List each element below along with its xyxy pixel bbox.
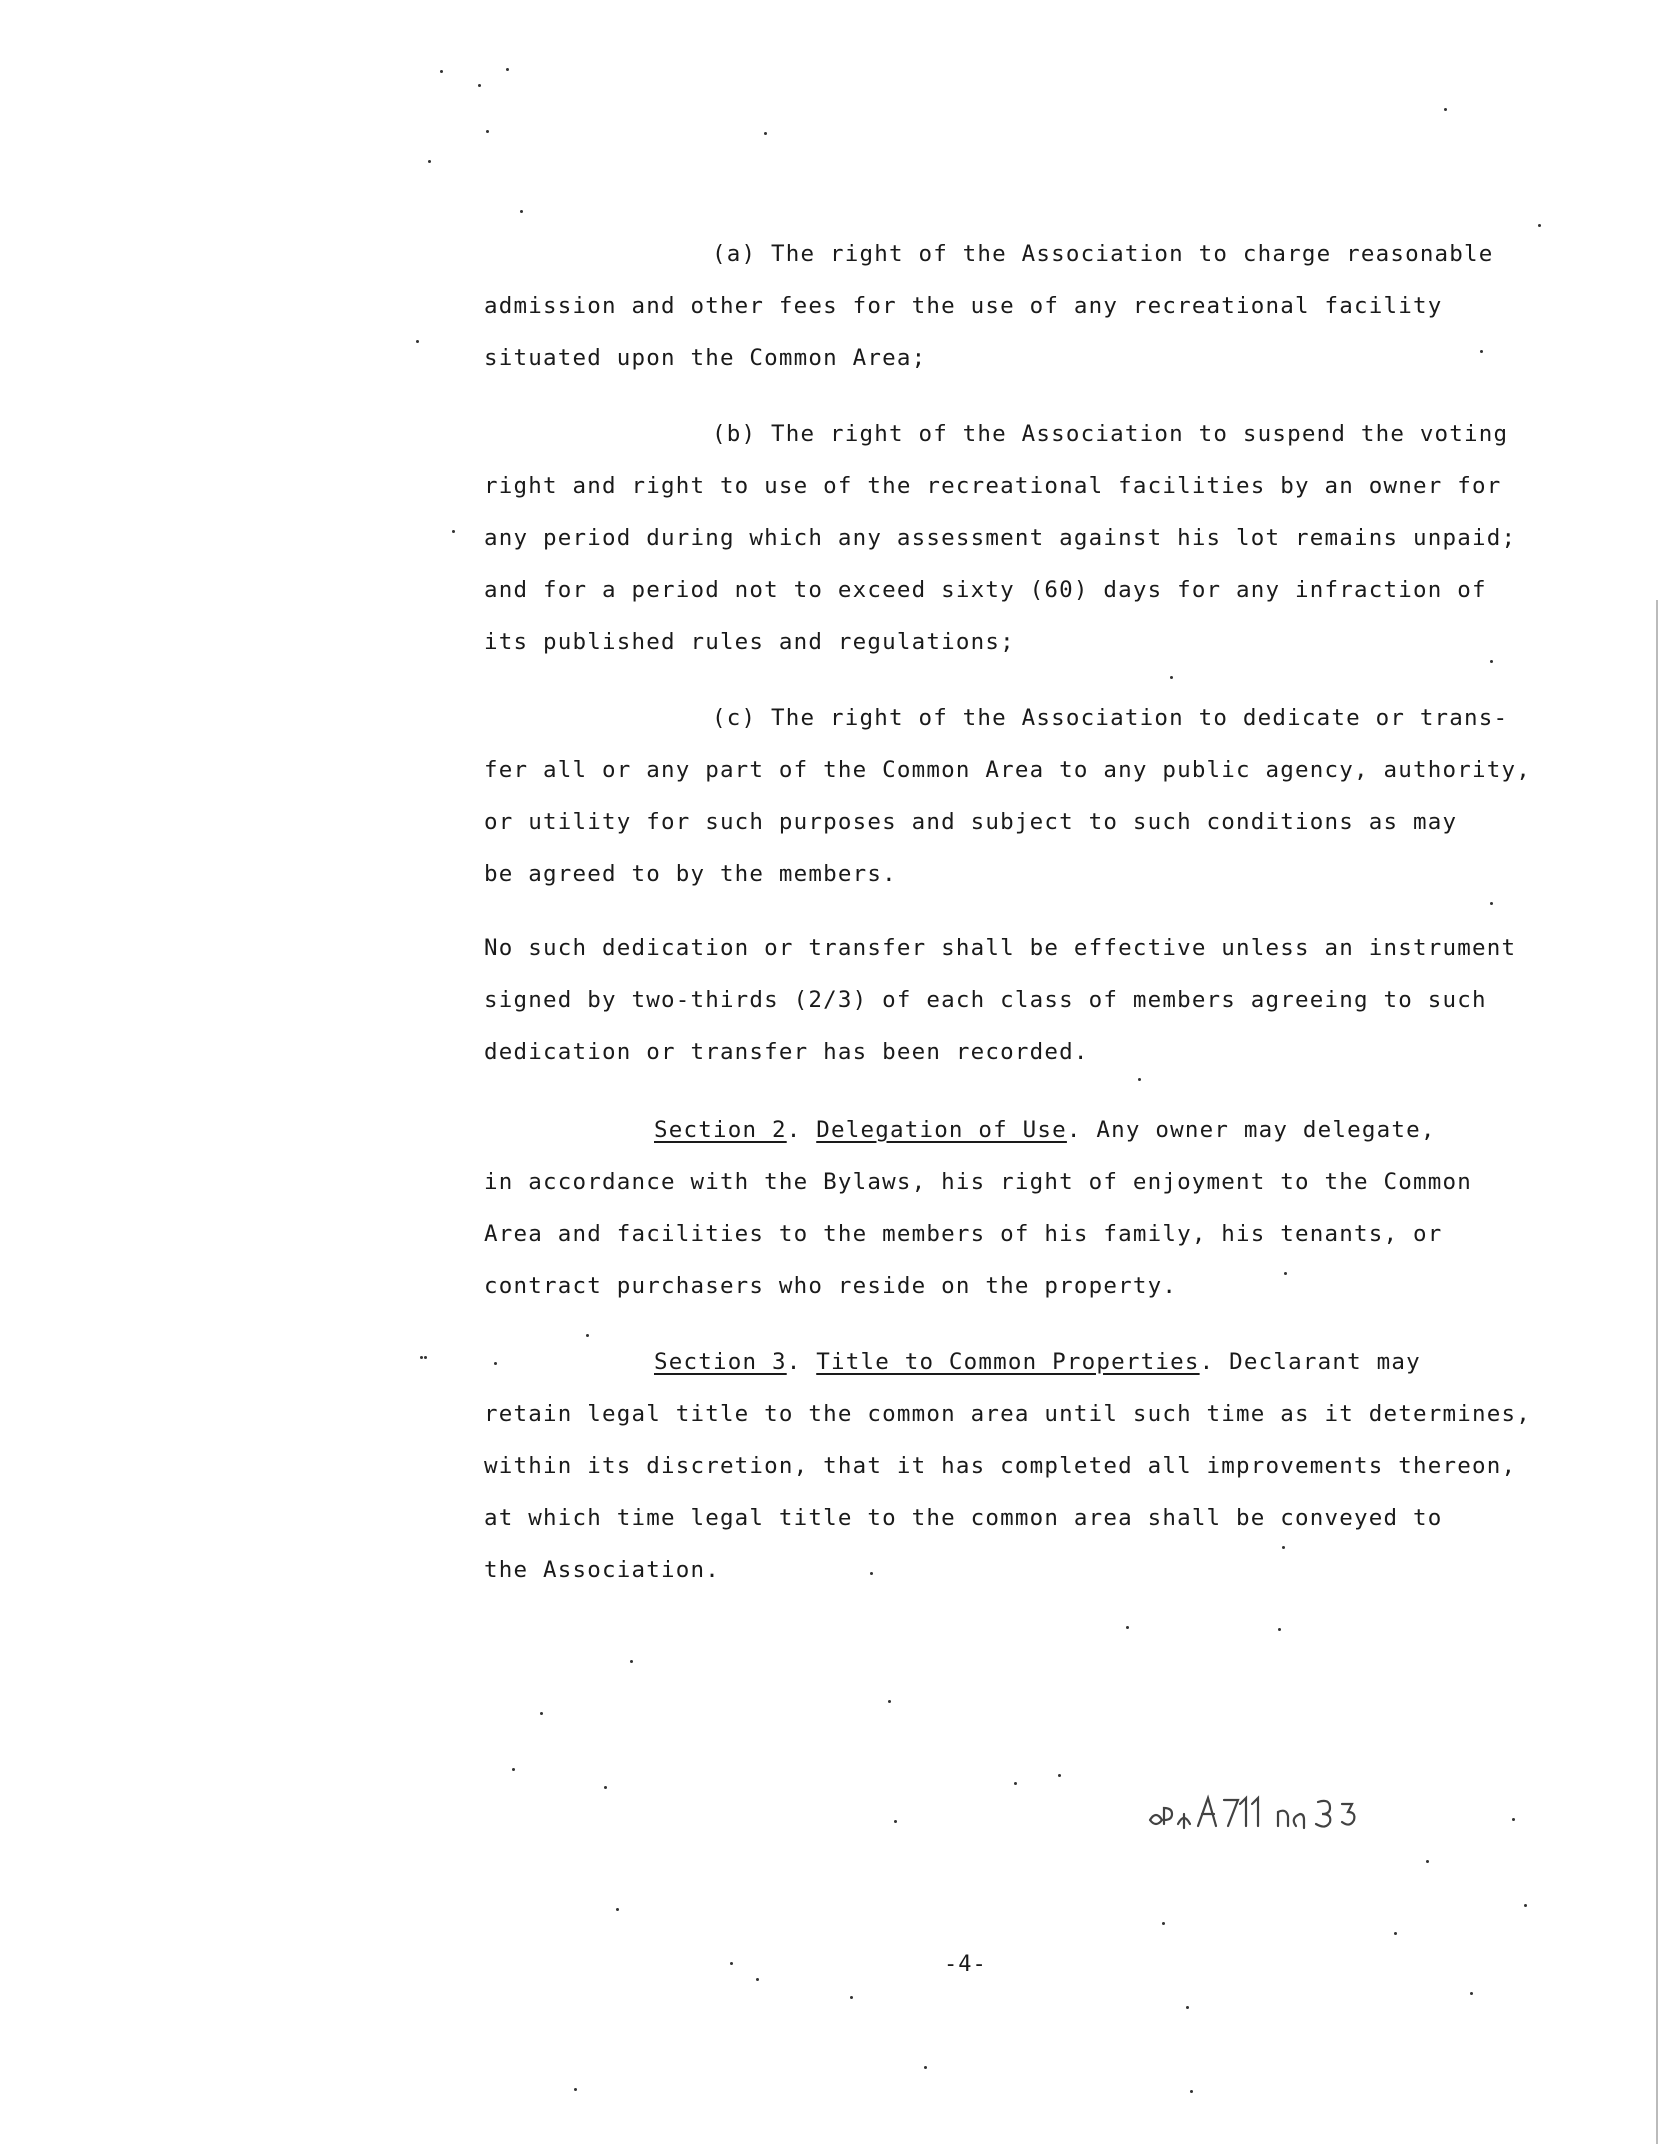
scan-speck [1190, 2090, 1193, 2093]
scan-speck [440, 70, 443, 73]
section-3-line: retain legal title to the common area until such time as it determines, [484, 1401, 1531, 1427]
paragraph-b-line: its published rules and regulations; [484, 629, 1015, 655]
scan-speck [416, 340, 419, 343]
scan-speck [1278, 1628, 1281, 1631]
paragraph-line: dedication or transfer has been recorded. [484, 1039, 1089, 1065]
section-3-heading-line: Section 3. Title to Common Properties. Declarant may [654, 1349, 1421, 1375]
section-3-line: within its discretion, that it has completed all improvements thereon, [484, 1453, 1517, 1479]
scan-speck [1470, 1992, 1473, 1995]
scan-speck [1126, 1626, 1129, 1629]
scan-speck [478, 84, 481, 87]
scan-edge-line [1656, 600, 1658, 2144]
scan-speck [604, 1786, 607, 1789]
scan-speck [1284, 1272, 1287, 1275]
paragraph-c-line: or utility for such purposes and subject to such conditions as may [484, 809, 1458, 835]
scan-speck [756, 1978, 759, 1981]
scan-speck [924, 2066, 927, 2069]
section-3 [484, 1336, 1564, 1596]
scan-speck [1162, 1922, 1165, 1925]
section-3-line: Declarant may [1229, 1349, 1421, 1375]
paragraph-line: No such dedication or transfer shall be effective unless an instrument [484, 935, 1517, 961]
paragraph-b [484, 408, 1564, 668]
paragraph-b-line: any period during which any assessment against his lot remains unpaid; [484, 525, 1517, 551]
scan-speck [540, 1712, 543, 1715]
scan-speck [870, 1572, 873, 1575]
paragraph-a-line: (a) The right of the Association to charge reasonable [712, 241, 1494, 267]
paragraph-no-such-dedication [484, 922, 1564, 1078]
section-2-line: Area and facilities to the members of his family, his tenants, or [484, 1221, 1443, 1247]
scan-speck [1490, 902, 1493, 905]
scan-speck [520, 210, 523, 213]
scan-speck [850, 1996, 853, 1999]
scan-speck [452, 530, 455, 533]
section-3-label: Section 3 [654, 1349, 787, 1375]
section-2-label: Section 2 [654, 1117, 787, 1143]
paragraph-b-line: (b) The right of the Association to suspend the voting [712, 421, 1509, 447]
scan-speck [512, 1768, 515, 1771]
recording-stamp-image [1146, 1790, 1416, 1836]
page-number: -4- [944, 1952, 987, 1977]
scan-speck [1138, 1078, 1141, 1081]
scan-speck [424, 1356, 427, 1359]
scan-speck [888, 1700, 891, 1703]
scan-speck [1490, 660, 1493, 663]
scan-speck [1058, 1774, 1061, 1777]
paragraph-line: signed by two-thirds (2/3) of each class of members agreeing to such [484, 987, 1487, 1013]
section-3-title: Title to Common Properties [816, 1349, 1200, 1375]
paragraph-a-line: situated upon the Common Area; [484, 345, 927, 371]
paragraph-a [484, 228, 1564, 384]
scan-speck [574, 2088, 577, 2091]
scan-speck [1444, 108, 1447, 111]
paragraph-c-line: fer all or any part of the Common Area to any public agency, authority, [484, 757, 1531, 783]
scan-speck [1480, 350, 1483, 353]
scan-speck [1282, 1546, 1285, 1549]
scan-speck [630, 1660, 633, 1663]
scan-speck [586, 1334, 589, 1337]
scan-speck [616, 1908, 619, 1911]
scan-speck [1538, 224, 1541, 227]
paragraph-a-line: admission and other fees for the use of any recreational facility [484, 293, 1443, 319]
section-2-line: contract purchasers who reside on the property. [484, 1273, 1178, 1299]
paragraph-c-line: (c) The right of the Association to dedicate or trans- [712, 705, 1509, 731]
section-2-title: Delegation of Use [816, 1117, 1067, 1143]
scan-speck [764, 132, 767, 135]
section-2-heading-line: Section 2. Delegation of Use. Any owner may delegate, [654, 1117, 1436, 1143]
scan-speck [894, 1820, 897, 1823]
paragraph-b-line: right and right to use of the recreational facilities by an owner for [484, 473, 1502, 499]
scan-speck [494, 1362, 497, 1365]
scan-speck [506, 68, 509, 71]
scan-speck [1524, 1904, 1527, 1907]
scan-speck [1170, 676, 1173, 679]
paragraph-c [484, 692, 1564, 900]
section-2-line: in accordance with the Bylaws, his right of enjoyment to the Common [484, 1169, 1472, 1195]
section-2-line: Any owner may delegate, [1096, 1117, 1436, 1143]
paragraph-b-line: and for a period not to exceed sixty (60) days for any infraction of [484, 577, 1487, 603]
scan-speck [1512, 1818, 1515, 1821]
scan-speck [1014, 1782, 1017, 1785]
scan-speck [1426, 1860, 1429, 1863]
scan-speck [1394, 1932, 1397, 1935]
section-2 [484, 1104, 1564, 1312]
scan-speck [420, 1356, 423, 1359]
scan-speck [486, 130, 489, 133]
scan-speck [730, 1962, 733, 1965]
paragraph-c-line: be agreed to by the members. [484, 861, 897, 887]
scan-speck [1186, 2006, 1189, 2009]
section-3-line: the Association. [484, 1557, 720, 1583]
section-3-line: at which time legal title to the common area shall be conveyed to [484, 1505, 1443, 1531]
scan-speck [428, 160, 431, 163]
